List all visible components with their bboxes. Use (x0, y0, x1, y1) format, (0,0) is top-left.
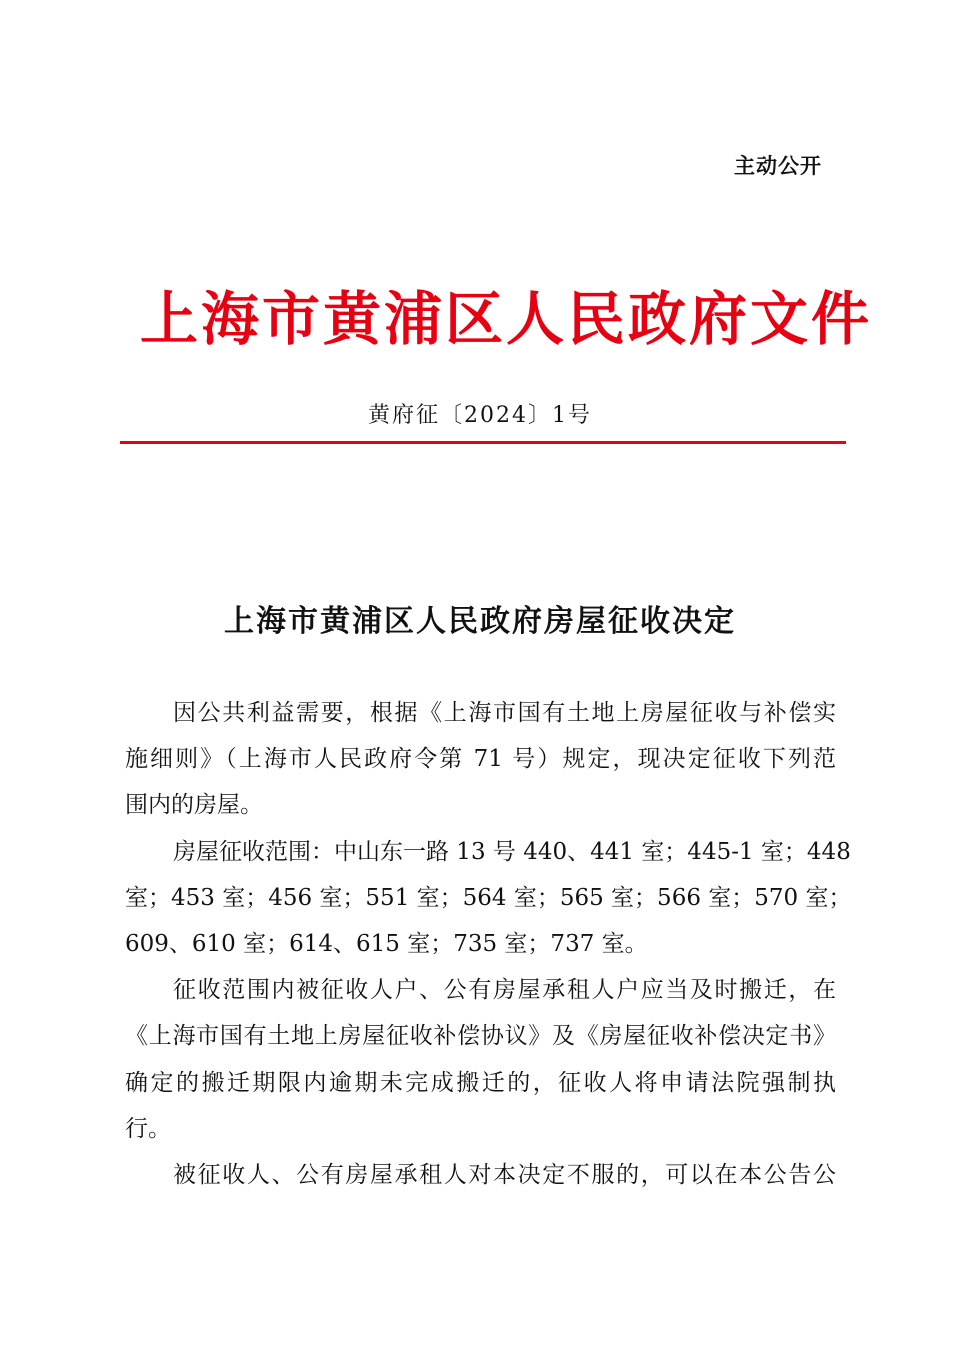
red-divider (120, 441, 846, 444)
disclosure-label: 主动公开 (734, 154, 822, 178)
document-number: 黄府征〔2024〕1号 (368, 403, 592, 428)
issuer-title: 上海市黄浦区人民政府文件 (140, 285, 873, 353)
body-line: 围内的房屋。 (125, 792, 263, 819)
body-line: 行。 (125, 1115, 171, 1142)
document-heading: 上海市黄浦区人民政府房屋征收决定 (224, 604, 736, 639)
body-line: 因公共利益需要，根据《上海市国有土地上房屋征收与补偿实 (173, 700, 836, 726)
body-line: 被征收人、公有房屋承租人对本决定不服的，可以在本公告公 (173, 1161, 836, 1188)
body-line: 《上海市国有土地上房屋征收补偿协议》及《房屋征收补偿决定书》 (125, 1023, 836, 1050)
body-line: 施细则》（上海市人民政府令第 71 号）规定，现决定征收下列范 (125, 746, 836, 773)
body-line: 房屋征收范围：中山东一路 13 号 440、441 室；445-1 室；448 (173, 838, 851, 865)
body-line: 确定的搬迁期限内逾期未完成搬迁的，征收人将申请法院强制执 (125, 1069, 836, 1096)
body-line: 室；453 室；456 室；551 室；564 室；565 室；566 室；570 室； (125, 884, 852, 911)
body-line: 征收范围内被征收人户、公有房屋承租人户应当及时搬迁，在 (173, 977, 836, 1004)
document-body (125, 694, 852, 1202)
body-line: 609、610 室；614、615 室；735 室；737 室。 (125, 930, 648, 957)
